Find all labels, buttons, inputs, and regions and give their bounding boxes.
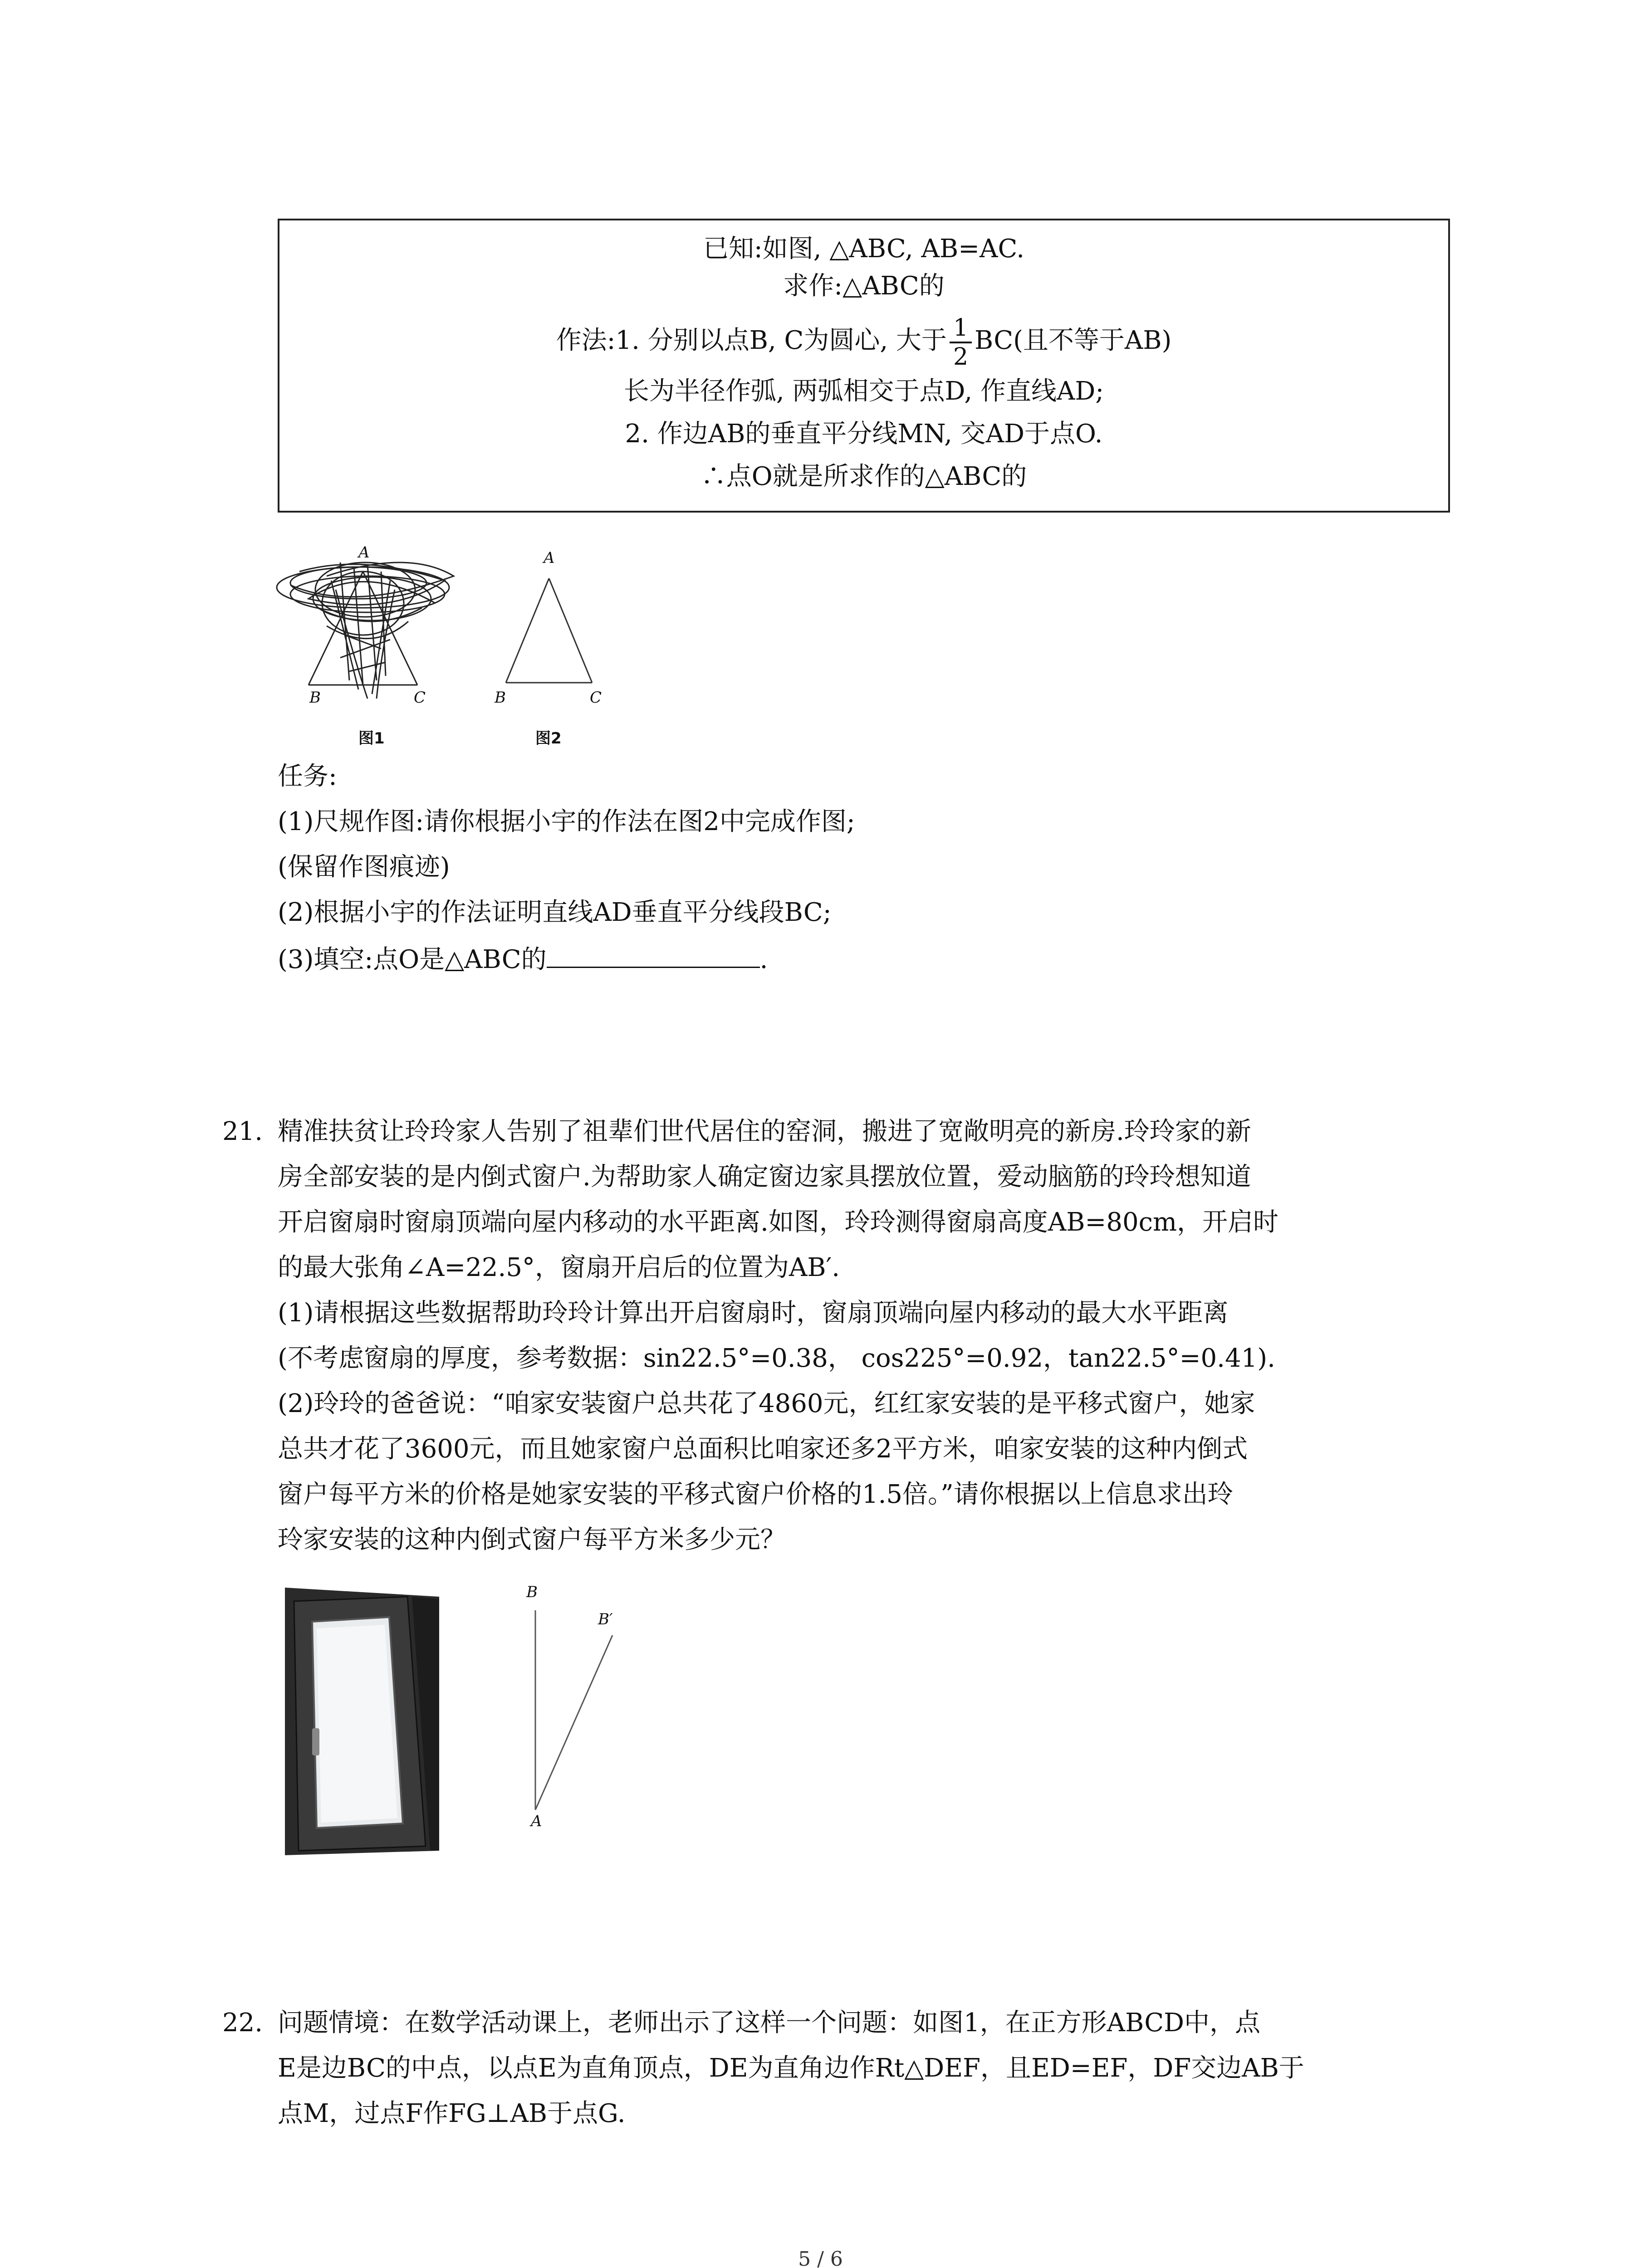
construction-box (278, 219, 1450, 513)
q21-line: 总共才花了3600元，而且她家窗户总面积比咱家还多2平方米，咱家安装的这种内倒式 (278, 1434, 1248, 1464)
q21-diagram (513, 1583, 658, 1842)
window-illustration (276, 1579, 448, 1860)
fraction-numerator: 1 (950, 314, 972, 343)
box-method1 (279, 311, 1448, 371)
method1-pre: 作法:1. 分别以点B, C为圆心, 大于 (556, 326, 947, 355)
fig2-label-b: B (495, 689, 506, 707)
q22-line: E是边BC的中点，以点E为直角顶点，DE为直角边作Rt△DEF，且ED=EF，DF交边AB于 (278, 2053, 1304, 2083)
task-item-3-text: (3)填空:点O是△ABC的 (278, 945, 547, 974)
box-find: 求作:△ABC的 (783, 271, 945, 301)
task-title: 任务: (278, 762, 337, 791)
fig1-label-a: A (358, 543, 370, 562)
diagram-label-b: B (526, 1583, 538, 1601)
page-number: 5 / 6 (798, 2248, 843, 2268)
task-item-3-end: . (759, 945, 768, 974)
fig1-caption: 图1 (358, 729, 385, 748)
fig2-label-c: C (590, 689, 602, 707)
q21-line: 的最大张角∠A=22.5°，窗扇开启后的位置为AB′. (278, 1253, 840, 1282)
q21-line: (不考虑窗扇的厚度，参考数据：sin22.5°=0.38， cos225°=0.92，tan22.5°=0.41). (278, 1344, 1275, 1373)
fraction-half (950, 314, 972, 371)
q21-line: (2)玲玲的爸爸说：“咱家安装窗户总共花了4860元，红红家安装的是平移式窗户，她家 (278, 1389, 1255, 1418)
box-method2: 2. 作边AB的垂直平分线MN, 交AD于点O. (625, 419, 1103, 449)
box-conclusion: ∴点O就是所求作的△ABC的 (700, 462, 1027, 491)
task-item-3 (278, 937, 768, 982)
q22-body (278, 2000, 1304, 2136)
q21-line: 窗户每平方米的价格是她家安装的平移式窗户价格的1.5倍。”请你根据以上信息求出玲 (278, 1480, 1233, 1509)
diagram-label-a: A (531, 1812, 542, 1830)
method1-post: BC(且不等于AB) (975, 326, 1172, 355)
box-method1-cont: 长为半径作弧, 两弧相交于点D, 作直线AD; (623, 376, 1104, 406)
task-item-2: (2)根据小宇的作法证明直线AD垂直平分线段BC; (278, 898, 832, 927)
q22-line: 问题情境：在数学活动课上，老师出示了这样一个问题：如图1，在正方形ABCD中，点 (278, 2008, 1261, 2038)
fig1-label-b: B (309, 689, 321, 707)
q22-number: 22. (222, 2008, 263, 2038)
answer-blank (547, 944, 760, 968)
q21-line: 开启窗扇时窗扇顶端向屋内移动的水平距离.如图，玲玲测得窗扇高度AB=80cm，开启时 (278, 1207, 1279, 1237)
task-item-1: (1)尺规作图:请你根据小宇的作法在图2中完成作图; (278, 807, 855, 836)
q21-number: 21. (222, 1117, 263, 1146)
box-given: 已知:如图, △ABC, AB=AC. (703, 234, 1025, 264)
q21-diagram-lines (513, 1583, 658, 1842)
q21-line: 房全部安装的是内倒式窗户.为帮助家人确定窗边家具摆放位置，爱动脑筋的玲玲想知道 (278, 1162, 1251, 1192)
task-item-1b: (保留作图痕迹) (278, 852, 450, 882)
fig2-caption: 图2 (535, 729, 562, 748)
window-photo (276, 1579, 448, 1860)
q21-line: 玲家安装的这种内倒式窗户每平方米多少元？ (278, 1525, 786, 1554)
q21-line: (1)请根据这些数据帮助玲玲计算出开启窗扇时，窗扇顶端向屋内移动的最大水平距离 (278, 1298, 1229, 1328)
diagram-label-b-prime: B′ (598, 1610, 613, 1628)
fig1-label-c: C (414, 689, 426, 707)
figure-1 (272, 544, 472, 758)
q21-body (278, 1109, 1279, 1563)
fig2-label-a: A (544, 549, 555, 567)
q21-line: 精准扶贫让玲玲家人告别了祖辈们世代居住的窑洞，搬进了宽敞明亮的新房.玲玲家的新 (278, 1117, 1251, 1146)
q22-line: 点M，过点F作FG⊥AB于点G. (278, 2099, 626, 2128)
fraction-denominator: 2 (953, 343, 969, 371)
figure-2 (485, 544, 622, 758)
